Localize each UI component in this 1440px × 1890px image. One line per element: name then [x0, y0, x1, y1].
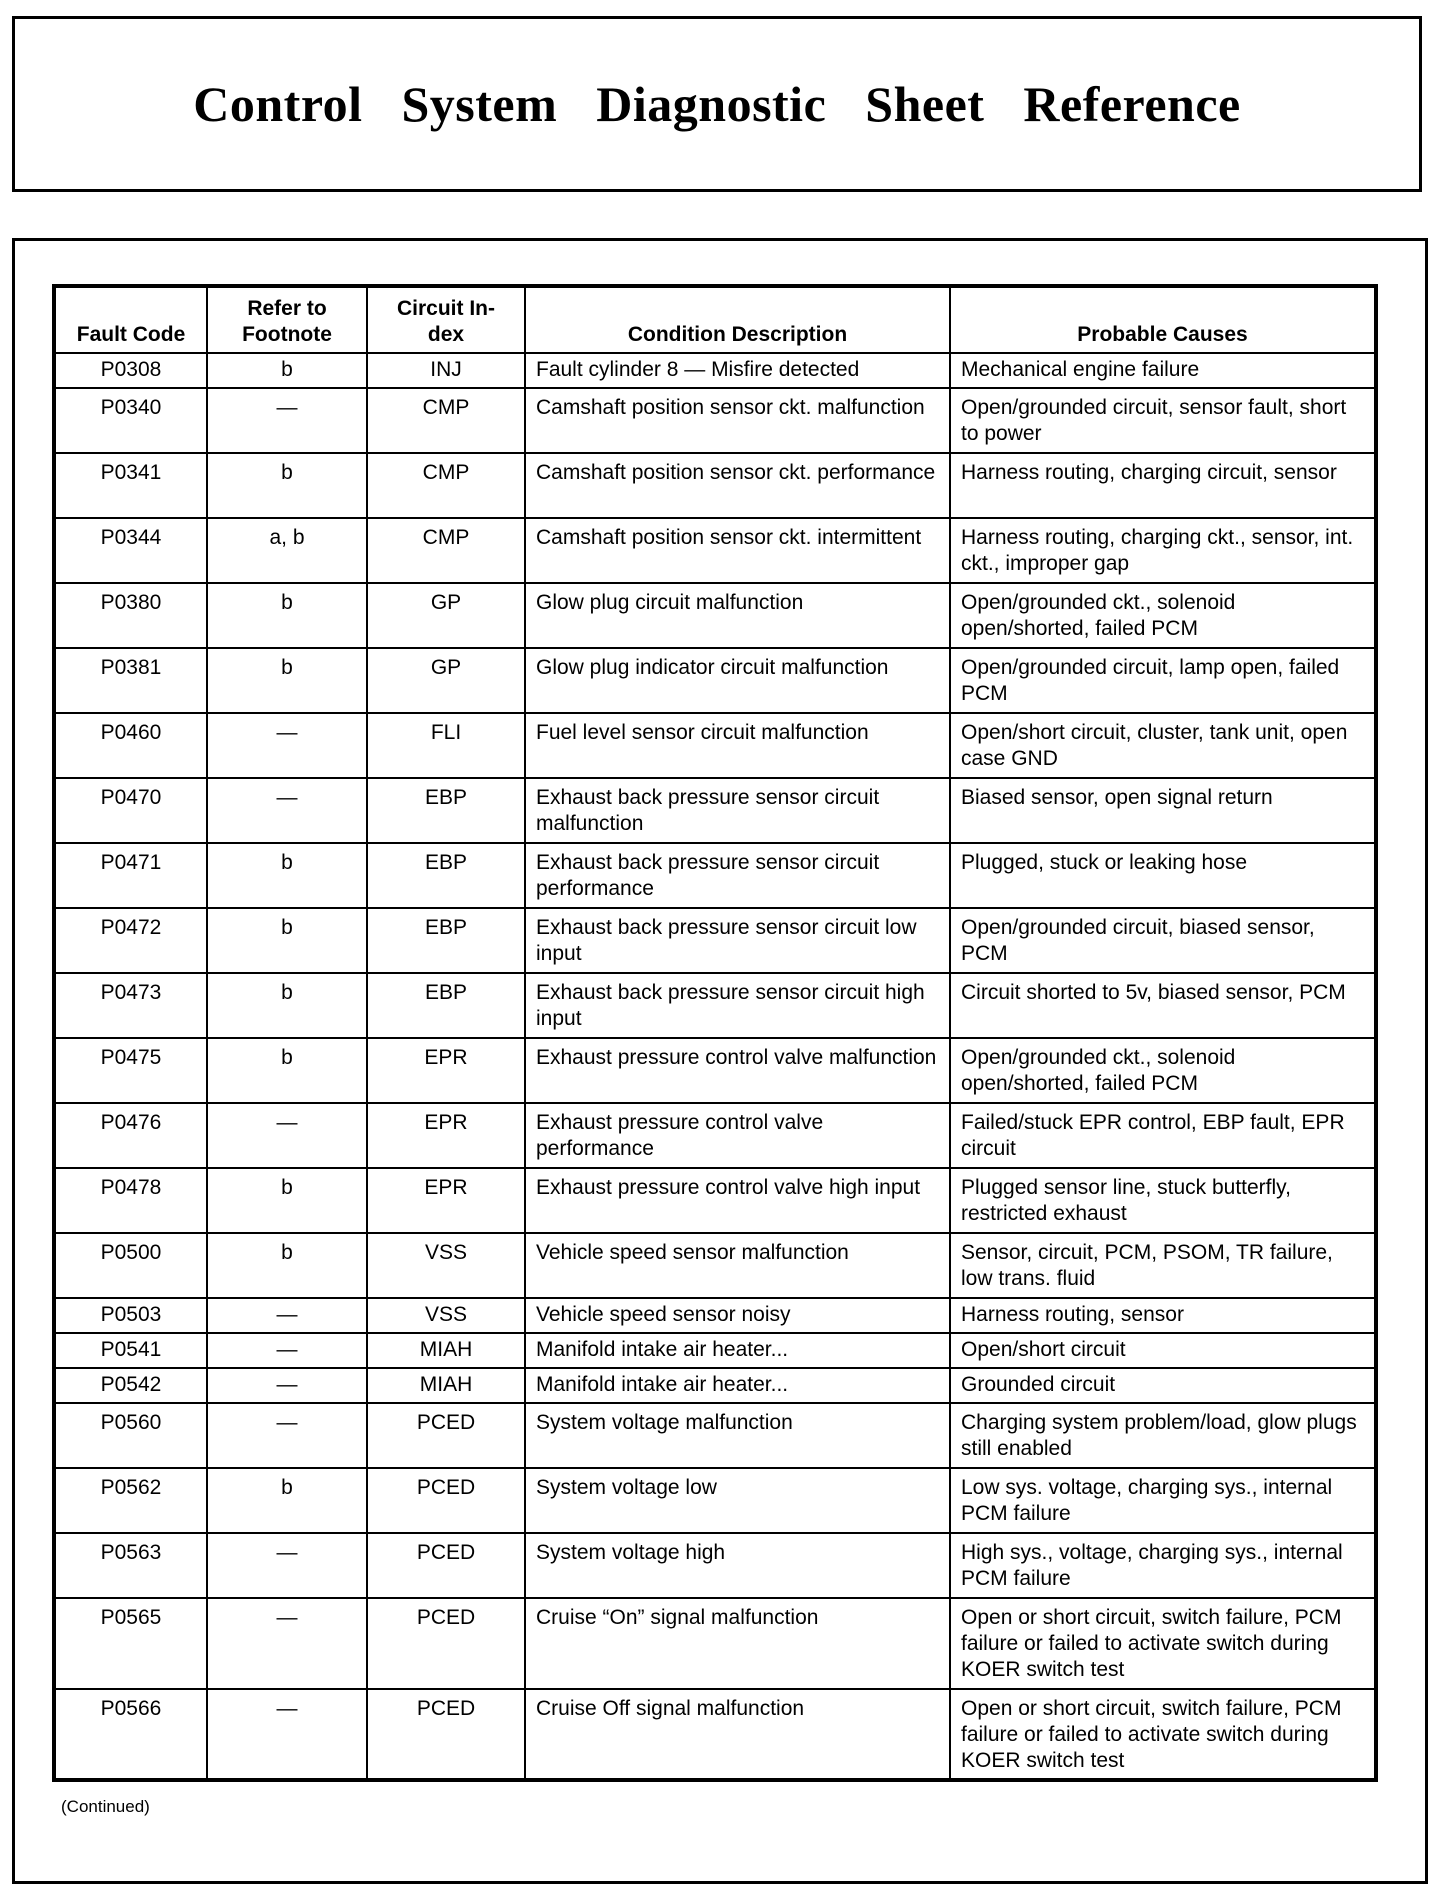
- cell-circuit-index: PCED: [367, 1689, 525, 1780]
- cell-fault-code: P0340: [54, 388, 207, 453]
- cell-circuit-index: EBP: [367, 908, 525, 973]
- cell-fault-code: P0472: [54, 908, 207, 973]
- cell-footnote: b: [207, 973, 367, 1038]
- cell-circuit-index: FLI: [367, 713, 525, 778]
- table-row: [54, 1689, 1376, 1780]
- table-row: [54, 713, 1376, 778]
- cell-circuit-index: EBP: [367, 843, 525, 908]
- cell-condition-description: Exhaust pressure control valve performance: [525, 1103, 950, 1168]
- table-body: [54, 353, 1376, 1780]
- cell-probable-causes: Biased sensor, open signal return: [950, 778, 1376, 843]
- cell-circuit-index: PCED: [367, 1533, 525, 1598]
- cell-probable-causes: Open/grounded ckt., solenoid open/shorted, failed PCM: [950, 583, 1376, 648]
- cell-fault-code: P0566: [54, 1689, 207, 1780]
- table-row: [54, 908, 1376, 973]
- cell-circuit-index: VSS: [367, 1298, 525, 1333]
- cell-fault-code: P0503: [54, 1298, 207, 1333]
- cell-circuit-index: PCED: [367, 1468, 525, 1533]
- cell-probable-causes: Sensor, circuit, PCM, PSOM, TR failure, low trans. fluid: [950, 1233, 1376, 1298]
- cell-probable-causes: Open/grounded circuit, sensor fault, short to power: [950, 388, 1376, 453]
- header-probable-causes: Probable Causes: [950, 286, 1376, 353]
- cell-fault-code: P0344: [54, 518, 207, 583]
- cell-circuit-index: INJ: [367, 353, 525, 388]
- table-row: [54, 1298, 1376, 1333]
- cell-footnote: a, b: [207, 518, 367, 583]
- cell-probable-causes: Grounded circuit: [950, 1368, 1376, 1403]
- cell-fault-code: P0380: [54, 583, 207, 648]
- cell-circuit-index: GP: [367, 648, 525, 713]
- cell-footnote: b: [207, 1038, 367, 1103]
- table-row: [54, 453, 1376, 518]
- cell-footnote: b: [207, 648, 367, 713]
- cell-condition-description: Vehicle speed sensor noisy: [525, 1298, 950, 1333]
- cell-footnote: —: [207, 1298, 367, 1333]
- cell-probable-causes: Harness routing, charging circuit, sensor: [950, 453, 1376, 518]
- cell-fault-code: P0476: [54, 1103, 207, 1168]
- cell-condition-description: Exhaust pressure control valve malfunction: [525, 1038, 950, 1103]
- cell-probable-causes: Open/short circuit, cluster, tank unit, open case GND: [950, 713, 1376, 778]
- cell-circuit-index: GP: [367, 583, 525, 648]
- table-frame: [12, 238, 1428, 1884]
- table-row: [54, 1468, 1376, 1533]
- cell-footnote: b: [207, 843, 367, 908]
- table-row: [54, 518, 1376, 583]
- table-row: [54, 1333, 1376, 1368]
- cell-condition-description: Cruise “On” signal malfunction: [525, 1598, 950, 1689]
- table-row: [54, 973, 1376, 1038]
- table-row: [54, 1598, 1376, 1689]
- cell-condition-description: Manifold intake air heater...: [525, 1333, 950, 1368]
- cell-circuit-index: MIAH: [367, 1368, 525, 1403]
- cell-footnote: —: [207, 1533, 367, 1598]
- cell-circuit-index: EBP: [367, 778, 525, 843]
- cell-condition-description: Glow plug circuit malfunction: [525, 583, 950, 648]
- header-condition-description: Condition Description: [525, 286, 950, 353]
- cell-condition-description: Exhaust back pressure sensor circuit high input: [525, 973, 950, 1038]
- header-circuit-index: Circuit In-dex: [367, 286, 525, 353]
- cell-condition-description: Exhaust back pressure sensor circuit performance: [525, 843, 950, 908]
- cell-footnote: —: [207, 778, 367, 843]
- cell-fault-code: P0473: [54, 973, 207, 1038]
- cell-footnote: —: [207, 1403, 367, 1468]
- cell-footnote: —: [207, 388, 367, 453]
- cell-condition-description: Camshaft position sensor ckt. intermittent: [525, 518, 950, 583]
- cell-probable-causes: Open/grounded circuit, lamp open, failed PCM: [950, 648, 1376, 713]
- cell-circuit-index: CMP: [367, 453, 525, 518]
- cell-condition-description: Exhaust back pressure sensor circuit low input: [525, 908, 950, 973]
- cell-circuit-index: EBP: [367, 973, 525, 1038]
- cell-probable-causes: Harness routing, charging ckt., sensor, int. ckt., improper gap: [950, 518, 1376, 583]
- table-row: [54, 778, 1376, 843]
- cell-footnote: —: [207, 1598, 367, 1689]
- header-fault-code: Fault Code: [54, 286, 207, 353]
- cell-condition-description: Glow plug indicator circuit malfunction: [525, 648, 950, 713]
- cell-fault-code: P0562: [54, 1468, 207, 1533]
- cell-footnote: —: [207, 713, 367, 778]
- cell-fault-code: P0563: [54, 1533, 207, 1598]
- cell-probable-causes: Harness routing, sensor: [950, 1298, 1376, 1333]
- table-row: [54, 843, 1376, 908]
- cell-fault-code: P0308: [54, 353, 207, 388]
- cell-circuit-index: MIAH: [367, 1333, 525, 1368]
- cell-circuit-index: CMP: [367, 388, 525, 453]
- cell-circuit-index: CMP: [367, 518, 525, 583]
- cell-footnote: b: [207, 353, 367, 388]
- cell-probable-causes: Open/grounded circuit, biased sensor, PCM: [950, 908, 1376, 973]
- table-row: [54, 1233, 1376, 1298]
- cell-fault-code: P0541: [54, 1333, 207, 1368]
- table-row: [54, 1403, 1376, 1468]
- cell-probable-causes: Failed/stuck EPR control, EBP fault, EPR circuit: [950, 1103, 1376, 1168]
- table-row: [54, 583, 1376, 648]
- cell-condition-description: Fuel level sensor circuit malfunction: [525, 713, 950, 778]
- cell-fault-code: P0381: [54, 648, 207, 713]
- cell-condition-description: System voltage low: [525, 1468, 950, 1533]
- cell-probable-causes: Circuit shorted to 5v, biased sensor, PCM: [950, 973, 1376, 1038]
- cell-fault-code: P0478: [54, 1168, 207, 1233]
- table-row: [54, 648, 1376, 713]
- cell-probable-causes: Open/grounded ckt., solenoid open/shorted, failed PCM: [950, 1038, 1376, 1103]
- cell-fault-code: P0565: [54, 1598, 207, 1689]
- table-row: [54, 1533, 1376, 1598]
- cell-fault-code: P0560: [54, 1403, 207, 1468]
- cell-fault-code: P0470: [54, 778, 207, 843]
- cell-circuit-index: EPR: [367, 1038, 525, 1103]
- header-footnote: Refer to Footnote: [207, 286, 367, 353]
- cell-footnote: —: [207, 1103, 367, 1168]
- table-row: [54, 1368, 1376, 1403]
- cell-circuit-index: PCED: [367, 1403, 525, 1468]
- cell-condition-description: Camshaft position sensor ckt. performance: [525, 453, 950, 518]
- table-header-row: [54, 286, 1376, 353]
- table-row: [54, 1038, 1376, 1103]
- cell-condition-description: Cruise Off signal malfunction: [525, 1689, 950, 1780]
- cell-probable-causes: Plugged, stuck or leaking hose: [950, 843, 1376, 908]
- cell-probable-causes: Charging system problem/load, glow plugs still enabled: [950, 1403, 1376, 1468]
- cell-fault-code: P0542: [54, 1368, 207, 1403]
- table-row: [54, 1103, 1376, 1168]
- cell-footnote: b: [207, 908, 367, 973]
- cell-condition-description: System voltage malfunction: [525, 1403, 950, 1468]
- diagnostic-table: [52, 284, 1378, 1782]
- table-row: [54, 388, 1376, 453]
- cell-probable-causes: Open/short circuit: [950, 1333, 1376, 1368]
- cell-fault-code: P0471: [54, 843, 207, 908]
- cell-footnote: —: [207, 1689, 367, 1780]
- table-row: [54, 1168, 1376, 1233]
- cell-probable-causes: Mechanical engine failure: [950, 353, 1376, 388]
- cell-circuit-index: EPR: [367, 1168, 525, 1233]
- cell-condition-description: Camshaft position sensor ckt. malfunction: [525, 388, 950, 453]
- cell-probable-causes: Open or short circuit, switch failure, PCM failure or failed to activate switch during KOER switch test: [950, 1689, 1376, 1780]
- cell-circuit-index: EPR: [367, 1103, 525, 1168]
- cell-condition-description: Manifold intake air heater...: [525, 1368, 950, 1403]
- cell-circuit-index: PCED: [367, 1598, 525, 1689]
- continued-note: (Continued): [61, 1797, 150, 1816]
- cell-footnote: —: [207, 1368, 367, 1403]
- cell-footnote: b: [207, 1233, 367, 1298]
- cell-footnote: —: [207, 1333, 367, 1368]
- cell-condition-description: Exhaust back pressure sensor circuit malfunction: [525, 778, 950, 843]
- title-box: [12, 16, 1422, 192]
- table-row: [54, 353, 1376, 388]
- cell-fault-code: P0475: [54, 1038, 207, 1103]
- cell-fault-code: P0341: [54, 453, 207, 518]
- cell-probable-causes: High sys., voltage, charging sys., internal PCM failure: [950, 1533, 1376, 1598]
- cell-condition-description: Fault cylinder 8 — Misfire detected: [525, 353, 950, 388]
- cell-fault-code: P0500: [54, 1233, 207, 1298]
- cell-probable-causes: Plugged sensor line, stuck butterfly, restricted exhaust: [950, 1168, 1376, 1233]
- cell-fault-code: P0460: [54, 713, 207, 778]
- cell-condition-description: System voltage high: [525, 1533, 950, 1598]
- page-title: Control System Diagnostic Sheet Reference: [193, 76, 1241, 132]
- cell-condition-description: Vehicle speed sensor malfunction: [525, 1233, 950, 1298]
- cell-condition-description: Exhaust pressure control valve high input: [525, 1168, 950, 1233]
- cell-footnote: b: [207, 1468, 367, 1533]
- cell-probable-causes: Low sys. voltage, charging sys., internal PCM failure: [950, 1468, 1376, 1533]
- cell-circuit-index: VSS: [367, 1233, 525, 1298]
- cell-footnote: b: [207, 1168, 367, 1233]
- cell-probable-causes: Open or short circuit, switch failure, PCM failure or failed to activate switch during KOER switch test: [950, 1598, 1376, 1689]
- cell-footnote: b: [207, 453, 367, 518]
- cell-footnote: b: [207, 583, 367, 648]
